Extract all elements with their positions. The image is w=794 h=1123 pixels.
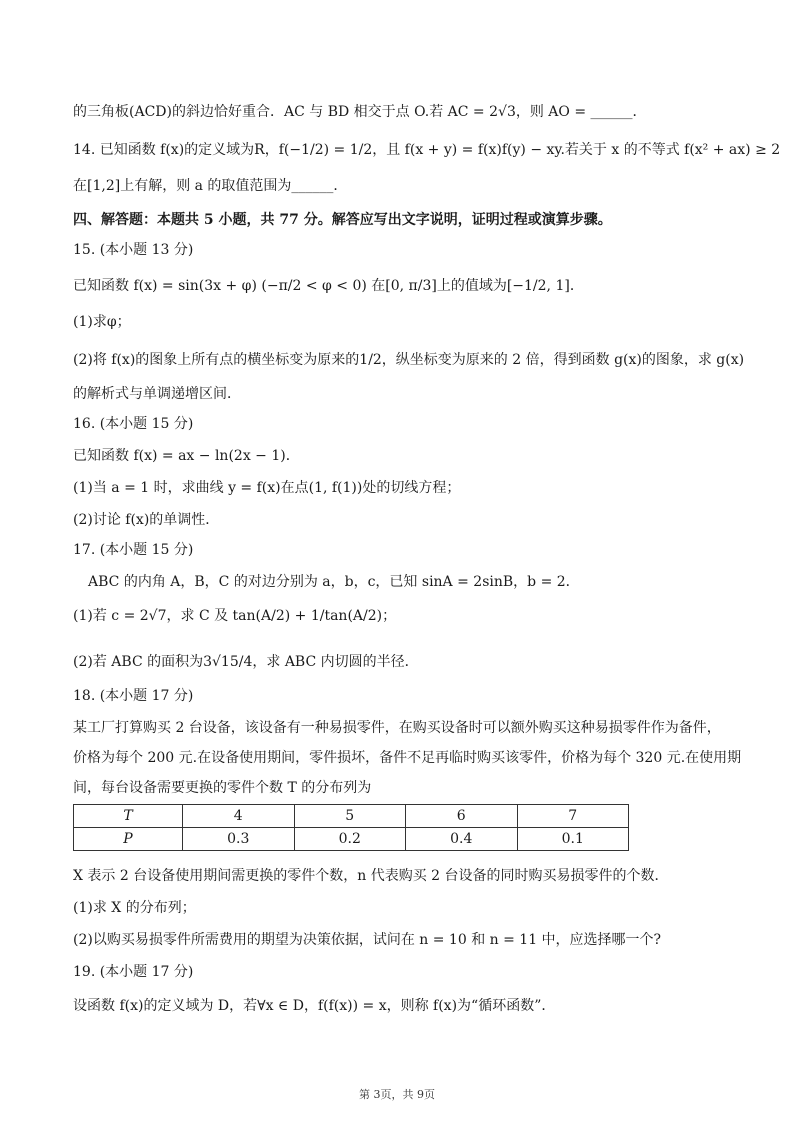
question-18-part-1: (1)求 X 的分布列；: [73, 900, 196, 916]
question-16-part-2: (2)讨论 f(x)的单调性．: [73, 512, 220, 528]
question-15-part-2: (2)将 f(x)的图象上所有点的横坐标变为原来的1/2，纵坐标变为原来的 2 倍，得到函数 g(x)的图象，求 g(x): [73, 352, 745, 368]
table-cell: P: [74, 828, 183, 851]
table-cell: 7: [517, 805, 629, 828]
table-cell: 4: [183, 805, 295, 828]
section-heading: 四、解答题：本题共 5 小题，共 77 分。解答应写出文字说明，证明过程或演算步骤。: [73, 212, 612, 228]
text-line: X 表示 2 台设备使用期间需更换的零件个数，n 代表购买 2 台设备的同时购买易损零件的个数．: [73, 868, 669, 884]
table-cell: 0.2: [294, 828, 406, 851]
text-line: 的解析式与单调递增区间．: [73, 386, 241, 402]
question-14: 14. 已知函数 f(x)的定义域为R，f(−1/2) = 1/2，且 f(x + y) = f(x)f(y) − xy.若关于 x 的不等式 f(x² + ax) ≥ 2: [73, 142, 781, 158]
question-15-part-1: (1)求φ；: [73, 314, 131, 330]
text-line: 价格为每个 200 元.在设备使用期间，零件损坏，备件不足再临时购买该零件，价格为每个 320 元.在使用期: [73, 750, 742, 766]
text-line: 的三角板(ACD)的斜边恰好重合．AC 与 BD 相交于点 O.若 AC = 2√3，则 AO = ______．: [73, 104, 647, 120]
question-17-part-1: (1)若 c = 2√7，求 C 及 tan(A/2) + 1/tan(A/2)；: [73, 608, 397, 624]
question-15-stem: 已知函数 f(x) = sin(3x + φ) (−π/2 < φ < 0) 在[0, π/3]上的值域为[−1/2, 1]．: [73, 278, 584, 294]
question-19-heading: 19. (本小题 17 分): [73, 964, 194, 980]
question-16-stem: 已知函数 f(x) = ax − ln(2x − 1)．: [73, 448, 300, 464]
question-17-stem: ABC 的内角 A，B，C 的对边分别为 a，b，c，已知 sinA = 2sinB，b = 2．: [88, 574, 580, 590]
question-18-heading: 18. (本小题 17 分): [73, 688, 194, 704]
table-row: [74, 828, 629, 851]
text-line: 间，每台设备需要更换的零件个数 T 的分布列为: [73, 780, 372, 796]
table-cell: 0.1: [517, 828, 629, 851]
question-15-heading: 15. (本小题 13 分): [73, 242, 194, 258]
question-17-heading: 17. (本小题 15 分): [73, 542, 194, 558]
question-18-part-2: (2)以购买易损零件所需费用的期望为决策依据，试问在 n = 10 和 n = 11 中，应选择哪一个?: [73, 932, 662, 948]
question-16-part-1: (1)当 a = 1 时，求曲线 y = f(x)在点(1, f(1))处的切线方程；: [73, 480, 461, 496]
text-line: 某工厂打算购买 2 台设备，该设备有一种易损零件，在购买设备时可以额外购买这种易损零件作为备件，: [73, 720, 721, 736]
table-cell: 0.4: [406, 828, 518, 851]
table-cell: 0.3: [183, 828, 295, 851]
table-cell: T: [74, 805, 183, 828]
page-footer: 第 3页，共 9页: [359, 1088, 435, 1101]
table-row: [74, 805, 629, 828]
question-17-part-2: (2)若 ABC 的面积为3√15/4，求 ABC 内切圆的半径．: [73, 654, 419, 670]
table-cell: 6: [406, 805, 518, 828]
text-line: 在[1,2]上有解，则 a 的取值范围为______．: [73, 178, 348, 194]
distribution-table: [73, 804, 629, 851]
question-19-stem: 设函数 f(x)的定义域为 D，若∀x ∈ D，f(f(x)) = x，则称 f(x)为“循环函数”．: [73, 998, 556, 1014]
question-16-heading: 16. (本小题 15 分): [73, 416, 194, 432]
table-cell: 5: [294, 805, 406, 828]
